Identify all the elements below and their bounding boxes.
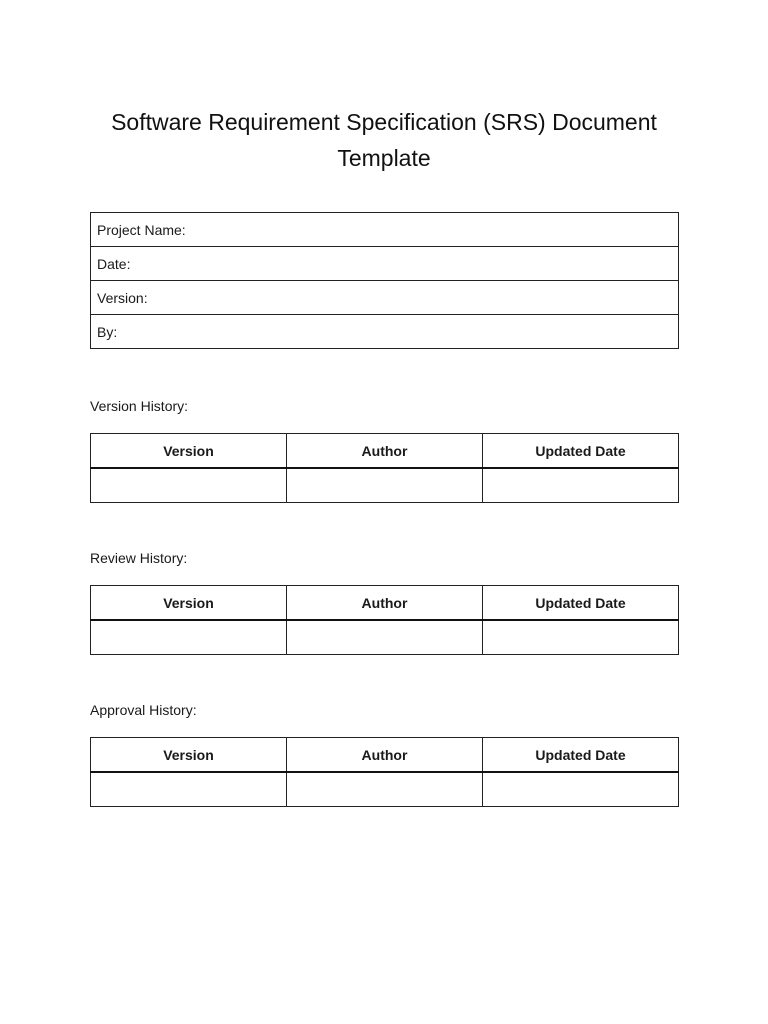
approval-history-label: Approval History: (90, 702, 197, 718)
author-cell[interactable] (287, 772, 483, 807)
table-row (91, 468, 679, 503)
date-field[interactable]: Date: (91, 247, 679, 281)
column-header-version: Version (91, 586, 287, 621)
version-cell[interactable] (91, 620, 287, 655)
page-title (90, 104, 678, 176)
table-row (91, 620, 679, 655)
approval-history-table (90, 737, 679, 807)
review-history-label: Review History: (90, 550, 188, 566)
info-row-date (91, 247, 679, 281)
title-line-2: Template (337, 145, 431, 171)
updated-date-cell[interactable] (483, 468, 679, 503)
version-history-label: Version History: (90, 398, 189, 414)
column-header-version: Version (91, 738, 287, 773)
table-row (91, 772, 679, 807)
review-history-table (90, 585, 679, 655)
info-row-project-name (91, 213, 679, 247)
table-header-row (91, 586, 679, 621)
column-header-updated-date: Updated Date (483, 738, 679, 773)
version-cell[interactable] (91, 772, 287, 807)
author-cell[interactable] (287, 468, 483, 503)
author-cell[interactable] (287, 620, 483, 655)
column-header-author: Author (287, 586, 483, 621)
column-header-version: Version (91, 434, 287, 469)
by-field[interactable]: By: (91, 315, 679, 349)
table-header-row (91, 738, 679, 773)
project-info-table (90, 212, 679, 349)
updated-date-cell[interactable] (483, 620, 679, 655)
info-row-version (91, 281, 679, 315)
table-header-row (91, 434, 679, 469)
updated-date-cell[interactable] (483, 772, 679, 807)
column-header-updated-date: Updated Date (483, 586, 679, 621)
version-cell[interactable] (91, 468, 287, 503)
info-row-by (91, 315, 679, 349)
title-line-1: Software Requirement Specification (SRS) Document (111, 109, 657, 135)
column-header-author: Author (287, 738, 483, 773)
column-header-updated-date: Updated Date (483, 434, 679, 469)
column-header-author: Author (287, 434, 483, 469)
version-field[interactable]: Version: (91, 281, 679, 315)
version-history-table (90, 433, 679, 503)
project-name-field[interactable]: Project Name: (91, 213, 679, 247)
